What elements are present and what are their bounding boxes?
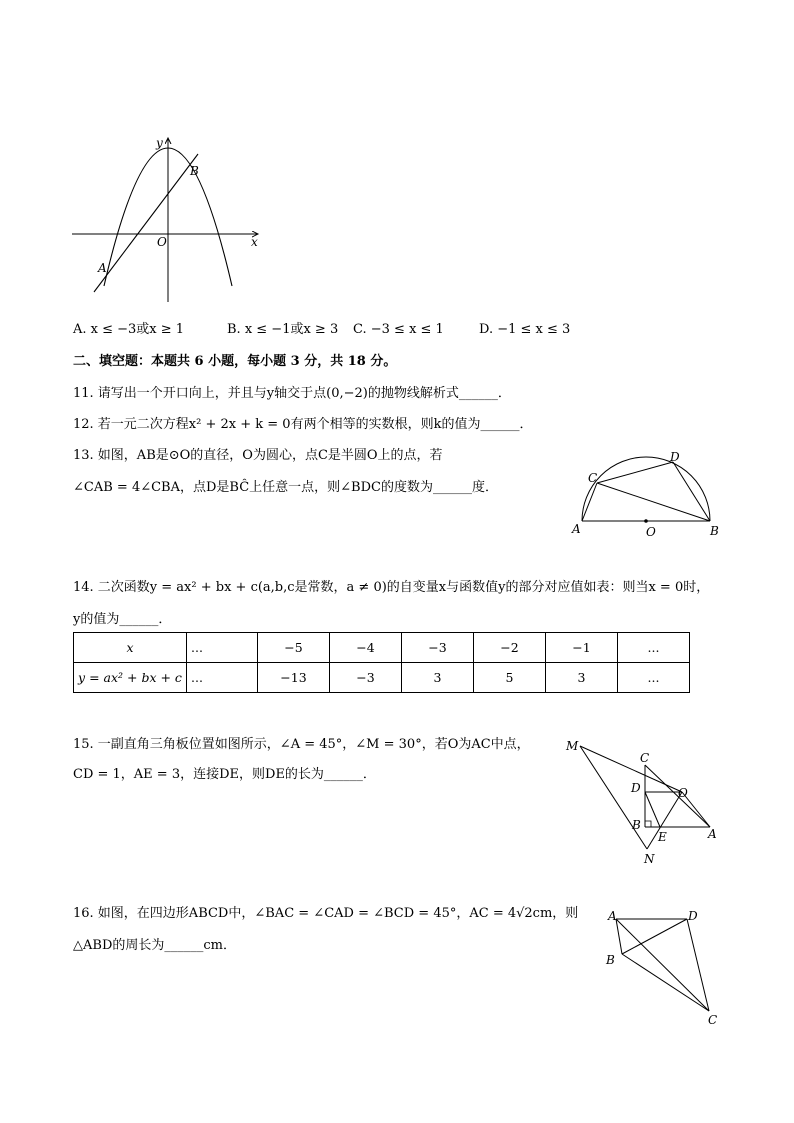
quadrilateral-figure bbox=[596, 904, 726, 1032]
parabola-line-graph bbox=[68, 130, 268, 310]
label-b: B bbox=[710, 524, 719, 538]
label-a: A bbox=[708, 827, 717, 841]
segment-bd bbox=[622, 919, 687, 954]
question-14-line2: y的值为______． bbox=[73, 612, 172, 627]
value-table bbox=[73, 632, 690, 693]
question-11: 11. 请写出一个开口向上，并且与y轴交于点(0,−2)的抛物线解析式______． bbox=[73, 386, 511, 401]
segment-ac bbox=[616, 919, 709, 1011]
table-cell: −13 bbox=[258, 663, 330, 693]
option-b: B. x ≤ −1或x ≥ 3 bbox=[227, 322, 339, 337]
question-16-line2: △ABD的周长为______cm． bbox=[73, 938, 236, 953]
option-a: A. x ≤ −3或x ≥ 1 bbox=[73, 322, 185, 337]
table-row bbox=[74, 633, 690, 663]
label-d: D bbox=[688, 909, 698, 923]
table-cell: −1 bbox=[546, 633, 618, 663]
origin-label: O bbox=[157, 235, 167, 249]
line-ab bbox=[94, 154, 198, 292]
question-16-line1: 16. 如图，在四边形ABCD中，∠BAC = ∠CAD = ∠BCD = 45°，AC = 4√2cm，则 bbox=[73, 906, 579, 921]
question-12: 12. 若一元二次方程x² + 2x + k = 0有两个相等的实数根，则k的值为______． bbox=[73, 417, 533, 432]
table-cell: 5 bbox=[474, 663, 546, 693]
section-title: 二、填空题：本题共 6 小题，每小题 3 分，共 18 分。 bbox=[73, 354, 397, 369]
table-cell: 3 bbox=[546, 663, 618, 693]
label-m: M bbox=[566, 739, 579, 753]
table-cell: ... bbox=[618, 633, 690, 663]
label-a: A bbox=[572, 522, 581, 536]
table-cell: −2 bbox=[474, 633, 546, 663]
option-c: C. −3 ≤ x ≤ 1 bbox=[353, 322, 444, 337]
table-row bbox=[74, 663, 690, 693]
label-e: E bbox=[658, 830, 667, 844]
label-c: C bbox=[708, 1013, 718, 1027]
semicircle-figure bbox=[566, 446, 726, 542]
table-header-x: x bbox=[74, 633, 187, 663]
center-point bbox=[644, 519, 648, 523]
question-13-line1: 13. 如图，AB是⊙O的直径，O为圆心，点C是半圆O上的点，若 bbox=[73, 448, 443, 463]
label-c: C bbox=[588, 471, 598, 485]
question-15-line2: CD = 1，AE = 3，连接DE，则DE的长为______． bbox=[73, 767, 376, 782]
segment-cb bbox=[597, 483, 710, 521]
question-15-line1: 15. 一副直角三角板位置如图所示，∠A = 45°，∠M = 30°，若O为AC中点， bbox=[73, 737, 530, 752]
question-14-line1: 14. 二次函数y = ax² + bx + c(a,b,c是常数，a ≠ 0)的自变量x与函数值y的部分对应值如表：则当x = 0时， bbox=[73, 580, 710, 595]
semicircle-arc bbox=[582, 457, 710, 521]
y-axis-label: y bbox=[156, 136, 163, 150]
label-d: D bbox=[631, 781, 641, 795]
right-angle-mark bbox=[645, 821, 651, 827]
label-c: C bbox=[640, 751, 650, 765]
table-cell: −4 bbox=[330, 633, 402, 663]
table-cell: −3 bbox=[330, 663, 402, 693]
label-o: O bbox=[678, 786, 688, 800]
segment-de bbox=[645, 792, 660, 827]
table-header-y: y = ax² + bx + c bbox=[74, 663, 187, 693]
option-d: D. −1 ≤ x ≤ 3 bbox=[479, 322, 571, 337]
point-a-label: A bbox=[98, 261, 107, 275]
segment-db bbox=[673, 462, 710, 521]
segment-bc bbox=[622, 954, 709, 1011]
table-cell: −5 bbox=[258, 633, 330, 663]
table-cell: ... bbox=[618, 663, 690, 693]
label-a: A bbox=[608, 909, 617, 923]
label-d: D bbox=[670, 450, 680, 464]
label-n: N bbox=[644, 852, 655, 866]
segment-dc bbox=[687, 919, 709, 1011]
label-b: B bbox=[632, 818, 641, 832]
table-cell: −3 bbox=[402, 633, 474, 663]
label-b: B bbox=[606, 953, 615, 967]
table-cell: 3 bbox=[402, 663, 474, 693]
point-b-label: B bbox=[190, 164, 199, 178]
table-cell: ... bbox=[187, 633, 258, 663]
segment-cd bbox=[597, 462, 673, 483]
label-o: O bbox=[646, 525, 656, 539]
triangle-squares-figure bbox=[560, 732, 730, 872]
question-13-line2: ∠CAB = 4∠CBA，点D是BĈ上任意一点，则∠BDC的度数为______度． bbox=[73, 480, 498, 495]
table-cell: ... bbox=[187, 663, 258, 693]
x-axis-label: x bbox=[251, 235, 258, 249]
